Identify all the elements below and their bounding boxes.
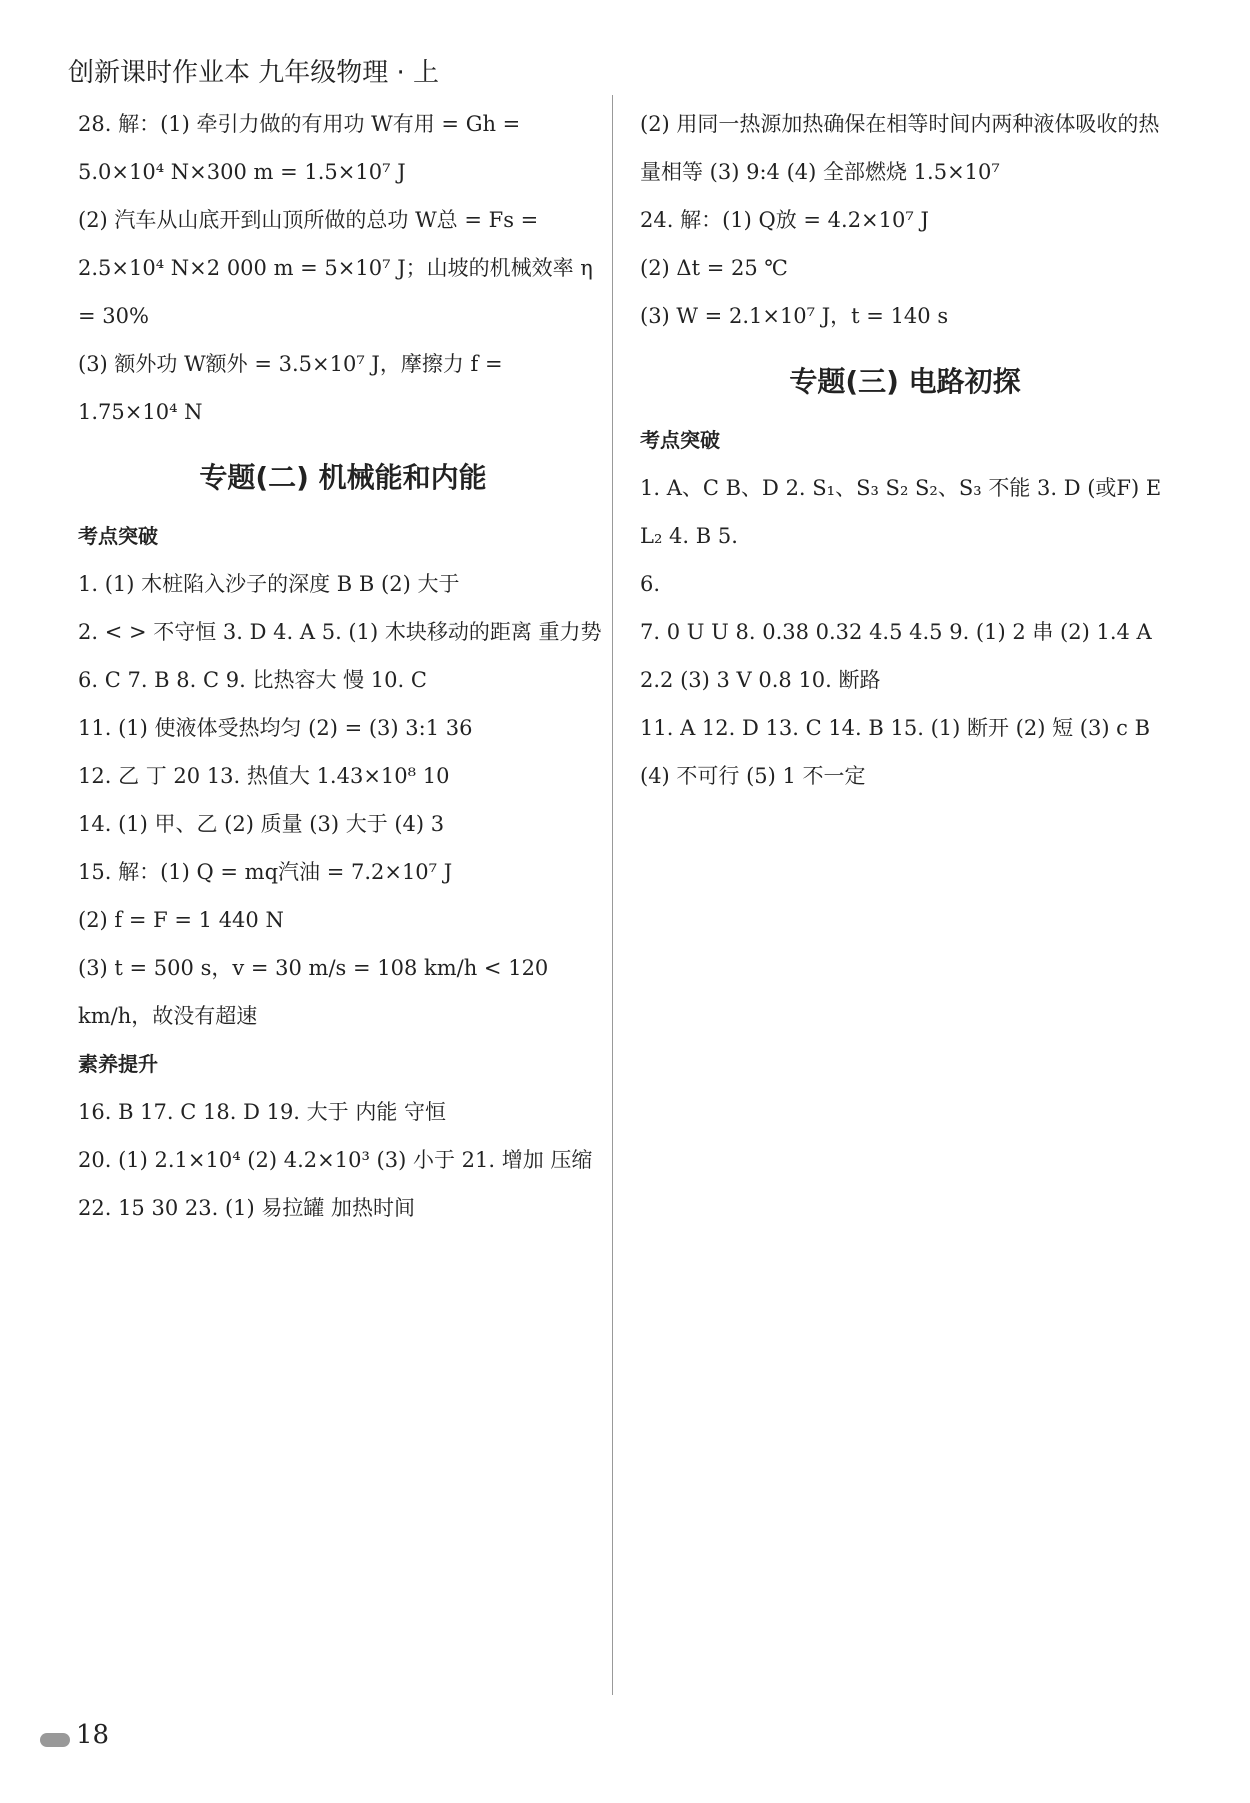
answer-line: (3) t = 500 s，v = 30 m/s = 108 km/h < 120 km/h，故没有超速	[78, 956, 549, 1028]
subheading-1: 考点突破	[78, 524, 158, 548]
page-header: 创新课时作业本 九年级物理 · 上	[68, 58, 440, 88]
answer-line: 15. 解：(1) Q = mq汽油 = 7.2×10⁷ J	[78, 860, 453, 884]
right-line: (2) 用同一热源加热确保在相等时间内两种液体吸收的热量相等 (3) 9:4 (4) 全部燃烧 1.5×10⁷	[640, 112, 1160, 184]
answer-line: 11. A 12. D 13. C 14. B 15. (1) 断开 (2) 短 (3) c B (4) 不可行 (5) 1 不一定	[640, 716, 1151, 788]
answer-line: 12. 乙 丁 20 13. 热值大 1.43×10⁸ 10	[78, 764, 450, 788]
answer-line: 14. (1) 甲、乙 (2) 质量 (3) 大于 (4) 3	[78, 812, 445, 836]
answer-line: 6.	[640, 572, 661, 596]
left-column	[78, 100, 608, 1232]
right-line: (2) Δt = 25 ℃	[640, 256, 788, 280]
left-line: (2) 汽车从山底开到山顶所做的总功 W总 = Fs = 2.5×10⁴ N×2 000 m = 5×10⁷ J；山坡的机械效率 η = 30%	[78, 208, 593, 328]
section-title-3: 专题(三) 电路初探	[789, 365, 1021, 398]
subheading-3: 考点突破	[640, 428, 720, 452]
page-tab-icon	[40, 1733, 70, 1747]
answer-line: (2) f = F = 1 440 N	[78, 908, 284, 932]
answer-line: 2. < > 不守恒 3. D 4. A 5. (1) 木块移动的距离 重力势	[78, 620, 602, 644]
answer-line: 16. B 17. C 18. D 19. 大于 内能 守恒	[78, 1100, 447, 1124]
answer-line: 11. (1) 使液体受热均匀 (2) = (3) 3:1 36	[78, 716, 473, 740]
right-line: 24. 解：(1) Q放 = 4.2×10⁷ J	[640, 208, 929, 232]
page-number: 18	[76, 1720, 110, 1750]
right-column	[640, 100, 1170, 800]
left-line: 28. 解：(1) 牵引力做的有用功 W有用 = Gh = 5.0×10⁴ N×300 m = 1.5×10⁷ J	[78, 112, 521, 184]
answer-line: 1. (1) 木桩陷入沙子的深度 B B (2) 大于	[78, 572, 460, 596]
left-line: (3) 额外功 W额外 = 3.5×10⁷ J，摩擦力 f = 1.75×10⁴ N	[78, 352, 503, 424]
answer-line: 6. C 7. B 8. C 9. 比热容大 慢 10. C	[78, 668, 427, 692]
right-line: (3) W = 2.1×10⁷ J，t = 140 s	[640, 304, 949, 328]
subheading-2: 素养提升	[78, 1052, 158, 1076]
column-divider	[612, 95, 613, 1695]
section-title-2: 专题(二) 机械能和内能	[199, 461, 487, 494]
answer-line: 1. A、C B、D 2. S₁、S₃ S₂ S₂、S₃ 不能 3. D (或F) E L₂ 4. B 5.	[640, 476, 1162, 548]
answer-line: 7. 0 U U 8. 0.38 0.32 4.5 4.5 9. (1) 2 串 (2) 1.4 A 2.2 (3) 3 V 0.8 10. 断路	[640, 620, 1152, 692]
answer-line: 20. (1) 2.1×10⁴ (2) 4.2×10³ (3) 小于 21. 增加 压缩 22. 15 30 23. (1) 易拉罐 加热时间	[78, 1148, 593, 1220]
